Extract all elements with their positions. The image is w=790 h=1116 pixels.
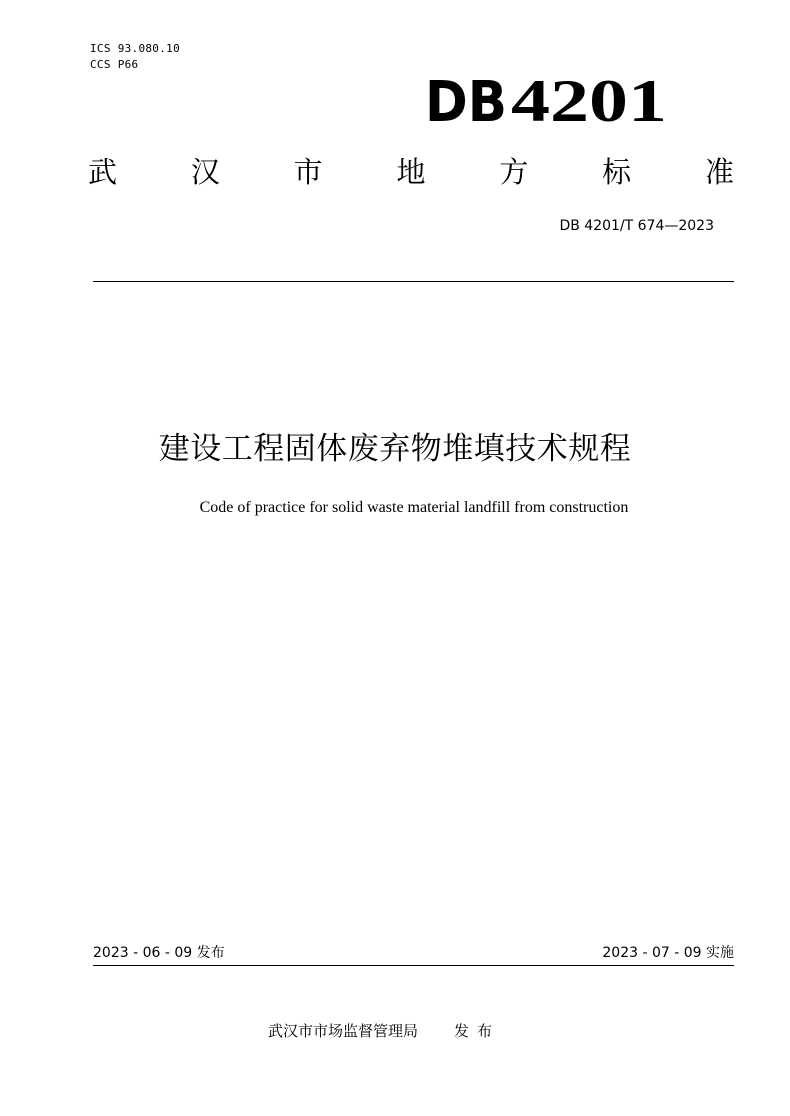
standard-type-char: 地 <box>396 155 426 189</box>
standard-type-char: 准 <box>704 155 734 189</box>
standard-type-char: 标 <box>602 155 632 189</box>
classification-codes <box>90 41 180 73</box>
standard-type-char: 汉 <box>190 155 220 189</box>
publisher-name: 武汉市市场监督管理局 <box>268 1022 419 1040</box>
ccs-code: CCS P66 <box>90 58 139 71</box>
ics-code: ICS 93.080.10 <box>90 42 180 55</box>
logo-number: 4201 <box>511 68 667 128</box>
document-title-chinese: 建设工程固体废弃物堆填技术规程 <box>158 431 632 467</box>
date-row <box>93 942 734 964</box>
implementation-date: 2023 - 07 - 09 实施 <box>602 945 734 961</box>
bottom-divider <box>93 965 734 966</box>
standard-type-heading <box>88 152 734 192</box>
top-divider <box>93 281 734 282</box>
standard-type-char: 市 <box>293 155 323 189</box>
document-title-english: Code of practice for solid waste material landfill from construction <box>199 499 629 516</box>
db-standard-logo <box>425 68 670 128</box>
standard-type-char: 武 <box>88 155 118 189</box>
logo-prefix: DB <box>425 70 507 128</box>
standard-type-char: 方 <box>499 155 529 189</box>
issue-date: 2023 - 06 - 09 发布 <box>93 945 225 961</box>
publisher-action: 发布 <box>454 1022 501 1040</box>
publisher-line <box>268 1020 500 1042</box>
standard-number: DB 4201/T 674—2023 <box>559 218 714 234</box>
